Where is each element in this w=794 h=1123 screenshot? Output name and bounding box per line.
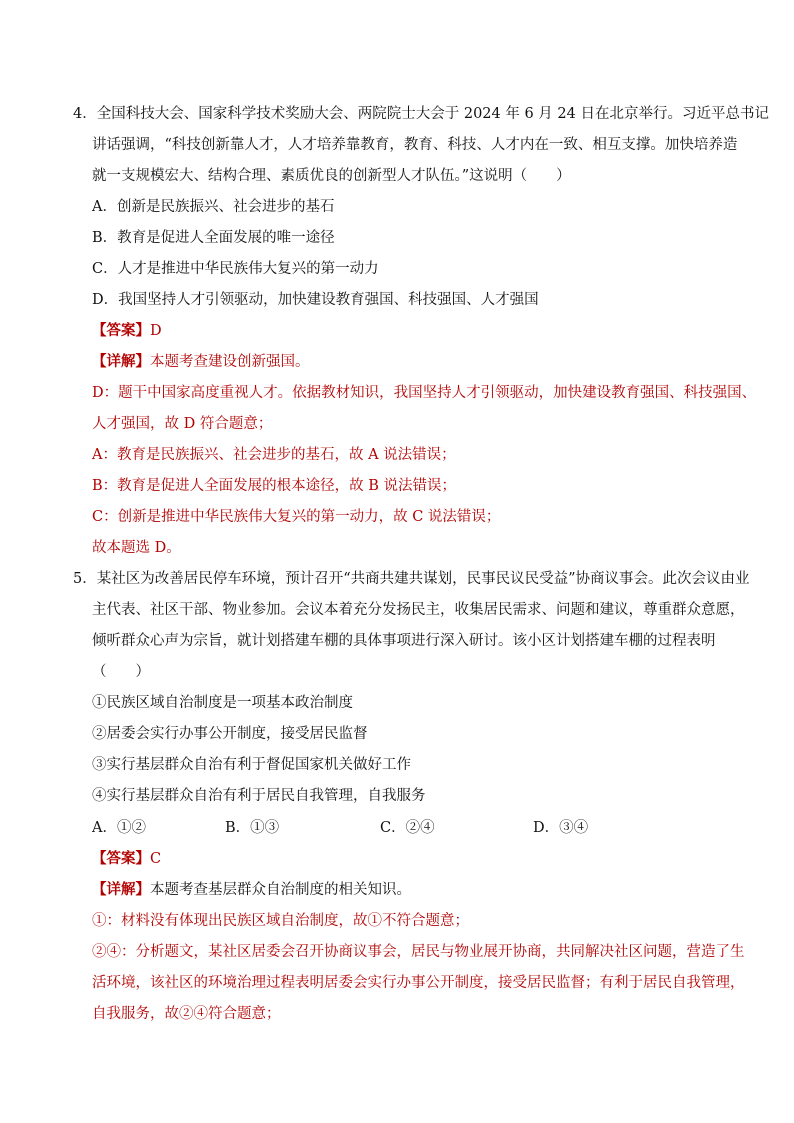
answer-tag: 【答案】 [92, 322, 150, 339]
question-4-stem-line: 就一支规模宏大、结构合理、素质优良的创新型人才队伍。”这说明（ ） [92, 168, 571, 184]
question-4-analysis-line: D：题干中国家高度重视人才。依据教材知识，我国坚持人才引领驱动，加快建设教育强国、科技强国、 [92, 385, 757, 401]
answer-value: C [150, 851, 162, 867]
detail-intro: 本题考查建设创新强国。 [150, 354, 310, 370]
question-5-analysis-line: 活环境，该社区的环境治理过程表明居委会实行办事公开制度，接受居民监督；有利于居民自我管理， [92, 975, 745, 991]
question-4-option-a: A．创新是民族振兴、社会进步的基石 [92, 199, 335, 215]
question-5-statement-4: ④实行基层群众自治有利于居民自我管理，自我服务 [92, 788, 426, 804]
answer-tag: 【答案】 [92, 850, 150, 867]
question-5-statement-1: ①民族区域自治制度是一项基本政治制度 [92, 695, 353, 711]
question-5-line-1 [73, 569, 754, 589]
question-4-analysis-line: B：教育是促进人全面发展的根本途径，故 B 说法错误； [92, 478, 457, 494]
question-4-analysis-line: 人才强国，故 D 符合题意； [92, 416, 273, 432]
question-5-choice-c: C．②④ [380, 820, 435, 836]
question-5-stem-line: （ ） [92, 664, 150, 680]
question-5-detail [92, 880, 754, 900]
question-4-option-c: C．人才是推进中华民族伟大复兴的第一动力 [92, 261, 379, 277]
question-4-stem-line: 讲话强调，“科技创新靠人才，人才培养靠教育，教育、科技、人才内在一致、相互支撑。加快培养造 [92, 137, 738, 153]
question-5-choice-a: A．①② [92, 820, 146, 836]
question-5-stem-line: 某社区为改善居民停车环境，预计召开“共商共建共谋划，民事民议民受益”协商议事会。此次会议由业 [96, 571, 750, 587]
question-4-conclusion: 故本题选 D。 [92, 540, 181, 556]
detail-intro: 本题考查基层群众自治制度的相关知识。 [150, 882, 411, 898]
question-5-number: 5． [73, 571, 97, 587]
question-4-number: 4． [73, 106, 97, 122]
question-4-line-1 [73, 104, 769, 124]
answer-value: D [150, 323, 162, 339]
question-4-option-b: B．教育是促进人全面发展的唯一途径 [92, 230, 335, 246]
question-4-stem-line: 全国科技大会、国家科学技术奖励大会、两院院士大会于 2024 年 6 月 24 日在北京举行。习近平总书记 [96, 106, 769, 122]
question-4-analysis-line: C：创新是推进中华民族伟大复兴的第一动力，故 C 说法错误； [92, 509, 501, 525]
question-5-statement-3: ③实行基层群众自治有利于督促国家机关做好工作 [92, 757, 411, 773]
question-4-analysis-line: A：教育是民族振兴、社会进步的基石，故 A 说法错误； [92, 447, 456, 463]
question-5-stem-line: 倾听群众心声为宗旨，就计划搭建车棚的具体事项进行深入研讨。该小区计划搭建车棚的过程表明 [92, 633, 716, 649]
question-5-choice-d: D．③④ [533, 820, 589, 836]
question-4-option-d: D．我国坚持人才引领驱动，加快建设教育强国、科技强国、人才强国 [92, 292, 539, 308]
question-5-answer [92, 849, 754, 869]
question-5-statement-2: ②居委会实行办事公开制度，接受居民监督 [92, 726, 368, 742]
detail-tag: 【详解】 [92, 353, 150, 370]
question-5-analysis-line: ②④：分析题文，某社区居委会召开协商议事会，居民与物业展开协商，共同解决社区问题，营造了生 [92, 944, 745, 960]
question-4-detail [92, 352, 754, 372]
detail-tag: 【详解】 [92, 881, 150, 898]
question-4-answer [92, 321, 754, 341]
question-5-analysis-line: 自我服务，故②④符合题意； [92, 1006, 281, 1022]
question-5-choice-b: B．①③ [225, 820, 280, 836]
question-5-analysis-line: ①：材料没有体现出民族区域自治制度，故①不符合题意； [92, 913, 469, 929]
question-5-stem-line: 主代表、社区干部、物业参加。会议本着充分发扬民主，收集居民需求、问题和建议，尊重群众意愿， [92, 602, 745, 618]
